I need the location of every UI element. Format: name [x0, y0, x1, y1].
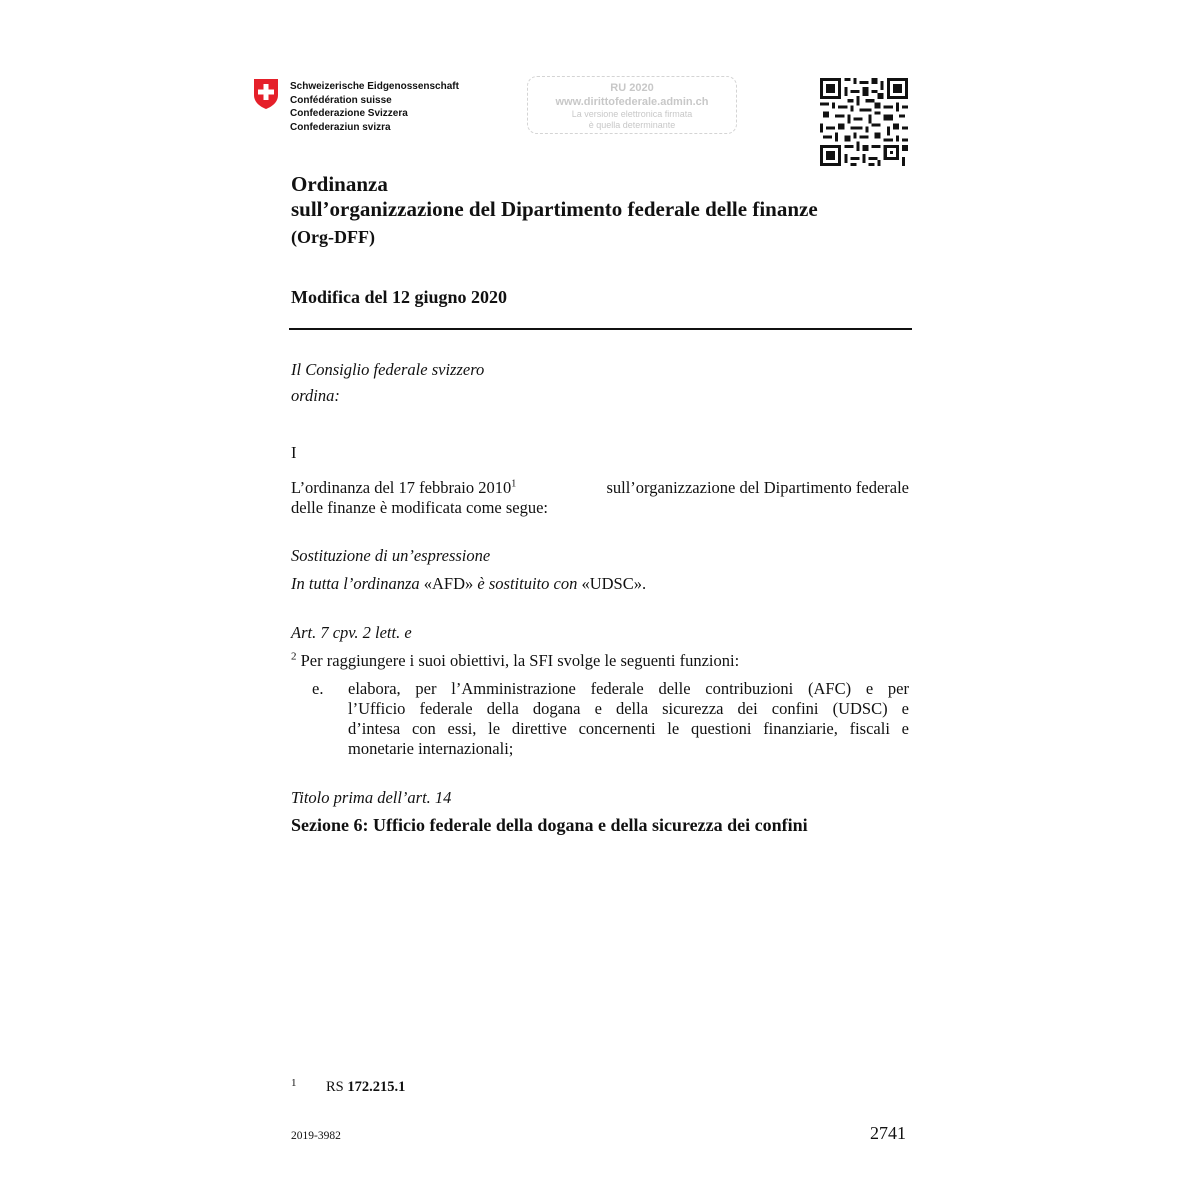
confederation-de: Schweizerische Eidgenossenschaft: [290, 81, 459, 92]
document-id: 2019-3982: [291, 1130, 341, 1142]
footnote-ref[interactable]: 1: [511, 478, 517, 490]
footnote-prefix: RS: [326, 1079, 348, 1095]
art14-heading: Titolo prima dell’art. 14: [291, 788, 452, 807]
stamp-website: www.dirittofederale.admin.ch: [555, 96, 709, 108]
stamp-note-2: è quella determinante: [588, 120, 676, 130]
footnote-text: [326, 1079, 405, 1096]
preamble-line-2: ordina:: [291, 386, 340, 405]
term-old: «AFD»: [423, 574, 474, 593]
art7-heading: Art. 7 cpv. 2 lett. e: [291, 623, 412, 642]
intro-text-before-note: L’ordinanza del 17 febbraio 2010: [291, 478, 512, 497]
confederation-names: [290, 80, 459, 134]
footnote-reference: 172.215.1: [347, 1079, 406, 1095]
swiss-crest-icon: [253, 78, 279, 110]
list-item-line: elabora, per l’Amministrazione federale delle contribuzioni (AFC) e per: [348, 679, 909, 698]
intro-paragraph: [291, 478, 909, 518]
term-new: «UDSC».: [581, 574, 647, 593]
substitution-italic-1: In tutta l’ordinanza: [291, 574, 424, 593]
list-item-line: monetarie internazionali;: [348, 739, 514, 758]
page-number: 2741: [870, 1123, 906, 1143]
art7-paragraph-text: Per raggiungere i suoi obiettivi, la SFI svolge le seguenti funzioni:: [296, 651, 740, 670]
preamble-line-1: Il Consiglio federale svizzero: [291, 360, 485, 379]
qr-code-icon: [820, 78, 908, 166]
confederation-rm: Confederaziun svizra: [290, 121, 391, 133]
title-line-2: sull’organizzazione del Dipartimento federale delle finanze: [291, 197, 818, 221]
amendment-date: Modifica del 12 giugno 2020: [291, 287, 508, 307]
paragraph-number: 2: [291, 650, 297, 663]
list-item-letter: e.: [312, 679, 324, 698]
title-divider: [289, 328, 912, 330]
list-item-line: d’intesa con essi, le direttive concernenti le questioni finanziarie, fiscali e: [348, 719, 909, 738]
official-publication-stamp: [527, 76, 737, 134]
list-item-text: [348, 679, 909, 759]
list-item-line: l’Ufficio federale della dogana e della sicurezza dei confini (UDSC) e: [348, 699, 909, 718]
intro-line-1: [291, 478, 909, 498]
substitution-heading: Sostituzione di un’espressione: [291, 546, 491, 565]
substitution-italic-2: è sostituito con: [473, 574, 582, 593]
section-number: I: [291, 443, 297, 462]
document-title: [291, 172, 818, 252]
footnote-number: 1: [291, 1077, 297, 1089]
title-line-1: Ordinanza: [291, 172, 388, 196]
confederation-fr: Confédération suisse: [290, 94, 392, 106]
substitution-text: [291, 574, 646, 594]
title-abbreviation: (Org-DFF): [291, 227, 375, 247]
stamp-collection: RU 2020: [610, 82, 654, 94]
art7-paragraph: [291, 651, 739, 671]
intro-text-after-note: sull’organizzazione del Dipartimento federale: [606, 478, 909, 497]
confederation-it: Confederazione Svizzera: [290, 108, 408, 119]
intro-line-2: delle finanze è modificata come segue:: [291, 498, 548, 517]
stamp-note-1: La versione elettronica firmata: [571, 109, 693, 119]
section-6-title: Sezione 6: Ufficio federale della dogana e della sicurezza dei confini: [291, 815, 808, 835]
